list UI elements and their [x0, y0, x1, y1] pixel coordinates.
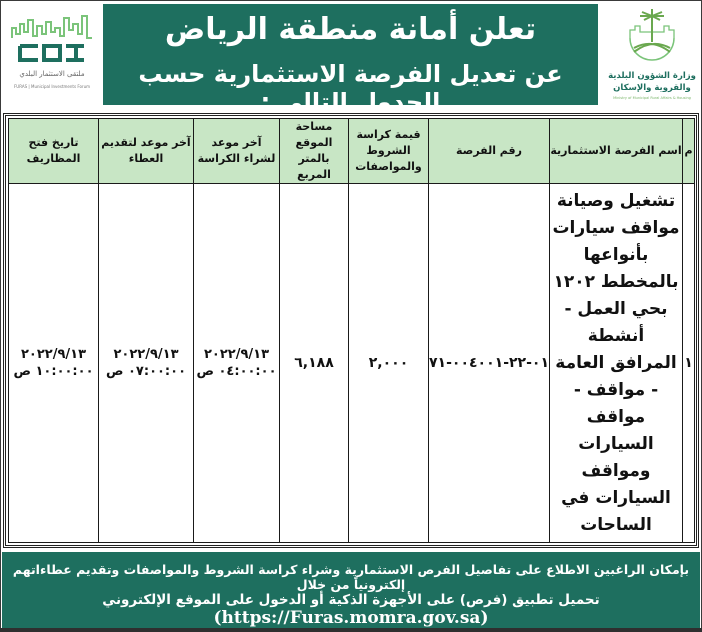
booklet-deadline-date: ٢٠٢٢/٩/١٣ [203, 347, 270, 362]
ministry-name-line2: والقروية والإسكان [613, 83, 691, 93]
opening-time: ١٠:٠٠:٠٠ ص [13, 364, 94, 379]
header-bid-deadline: آخر موعد لتقديم العطاء [99, 119, 194, 184]
bid-deadline-time: ٠٧:٠٠:٠٠ ص [105, 364, 187, 379]
ministry-logo [606, 8, 698, 104]
bid-deadline-date: ٢٠٢٢/٩/١٣ [113, 347, 179, 362]
booklet-deadline-time: ٠٤:٠٠:٠٠ ص [196, 364, 277, 379]
opportunities-table [8, 118, 695, 543]
ministry-name-en: Ministry of Municipal Rural Affairs & Housing [613, 96, 691, 100]
footer-line1: بإمكان الراغبين الاطلاع على تفاصيل الفرص الاستثمارية وشراء كراسة الشروط والمواصفات وتقديم عطاءاتهم إلكترونياً من خلال [12, 562, 690, 592]
cell-opportunity-name: تشغيل وصيانة مواقف سيارات بأنواعها بالمخطط ١٢٠٢ بحي العمل - أنشطة المرافق العامة - مواقف - مواقف السيارات ومواقف السيارات في الساحات [550, 184, 683, 543]
footer-line2 [2, 592, 700, 628]
header-site-area: مساحة الموقع بالمتر المربع [280, 119, 349, 184]
opening-date: ٢٠٢٢/٩/١٣ [20, 347, 87, 362]
cell-booklet-deadline [194, 184, 280, 543]
furas-wordmark-icon [16, 42, 88, 64]
palm-swords-emblem-icon [622, 8, 682, 66]
furas-logo [6, 8, 98, 98]
announcement-title-box [103, 4, 598, 116]
header-booklet-price: قيمة كراسة الشروط والمواصفات [349, 119, 429, 184]
cell-site-area: ٦,١٨٨ [280, 184, 349, 543]
cell-opportunity-number: ٠١-٢٢-٠٠٤٠٠١-٧١ [429, 184, 550, 543]
announcement-subtitle: عن تعديل الفرصة الاستثمارية حسب الجدول التالي : [138, 60, 563, 116]
footer-line2-text: تحميل تطبيق (فرص) على الأجهزة الذكية أو الدخول على الموقع الإلكتروني [102, 592, 600, 608]
cell-opening-date [9, 184, 99, 543]
header-opening-date: تاريخ فتح المظاريف [9, 119, 99, 184]
header-opportunity-number: رقم الفرصة [429, 119, 550, 184]
header-booklet-deadline: آخر موعد لشراء الكراسة [194, 119, 280, 184]
furas-subtitle-ar: ملتقى الاستثمار البلدي [19, 70, 85, 78]
furas-subtitle-en: FURAS | Municipal Investments Forum [13, 84, 91, 89]
bottom-border-strip [0, 628, 702, 632]
cell-index: ١ [683, 184, 695, 543]
opportunities-table-frame [3, 113, 699, 548]
ministry-name-line1: وزارة الشؤون البلدية [608, 71, 696, 81]
table-row [9, 184, 695, 543]
header-opportunity-name: اسم الفرصة الاستثمارية [550, 119, 683, 184]
cell-bid-deadline [99, 184, 194, 543]
ministry-name [606, 70, 698, 94]
furas-skyline-icon [6, 10, 98, 42]
furas-website-link[interactable]: (https://Furas.momra.gov.sa) [213, 608, 489, 628]
header-index: م [683, 119, 695, 184]
cell-booklet-price: ٢,٠٠٠ [349, 184, 429, 543]
announcement-title: تعلن أمانة منطقة الرياض [164, 12, 537, 47]
footer-notice [2, 552, 700, 628]
table-header-row [9, 119, 695, 184]
